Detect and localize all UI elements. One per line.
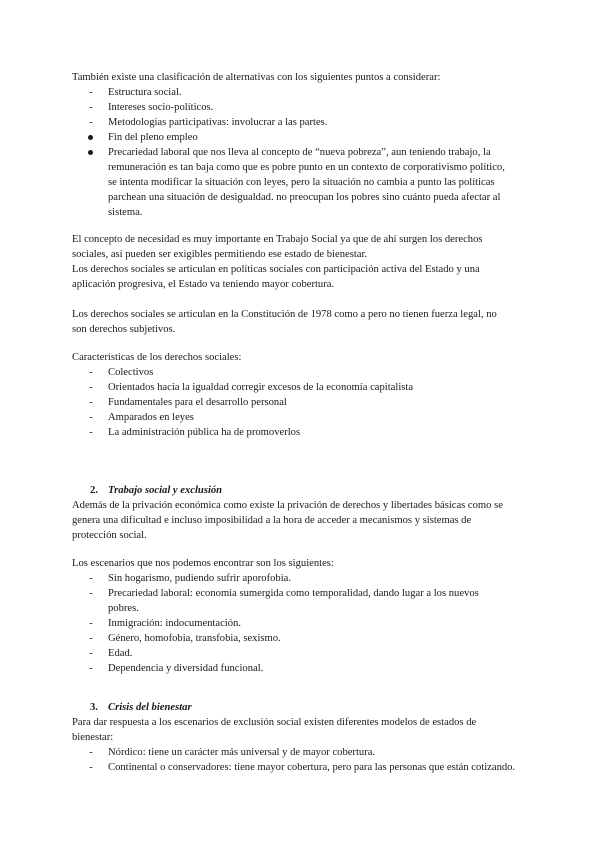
dash-bullet: -	[89, 427, 93, 438]
list-item: Precariedad laboral: economía sumergida como temporalidad, dando lugar a los nuevos	[108, 588, 479, 599]
dash-bullet: -	[89, 382, 93, 393]
dash-bullet: -	[89, 762, 93, 773]
list-item: Estructura social.	[108, 87, 182, 98]
section-heading: Crisis del bienestar	[108, 702, 192, 713]
section-heading: Trabajo social y exclusión	[108, 485, 223, 496]
dash-bullet: -	[89, 747, 93, 758]
dot-bullet	[88, 135, 93, 140]
dash-bullet: -	[89, 87, 93, 98]
dash-bullet: -	[89, 648, 93, 659]
subheading-text: Características de los derechos sociales:	[72, 352, 242, 363]
list-item: Metodologías participativas: involucrar a las partes.	[108, 117, 328, 128]
dash-bullet: -	[89, 633, 93, 644]
dash-bullet: -	[89, 618, 93, 629]
dash-bullet: -	[89, 588, 93, 599]
list-item: Nórdico: tiene un carácter más universal y de mayor cobertura.	[108, 747, 376, 758]
list-item: La administración pública ha de promoverlos	[108, 427, 301, 438]
dash-bullet: -	[89, 102, 93, 113]
list-item: Dependencia y diversidad funcional.	[108, 663, 264, 674]
list-item: Amparados en leyes	[108, 412, 194, 423]
list-item-line: Precariedad laboral que nos lleva al concepto de “nueva pobreza”, aun teniendo trabajo, la	[108, 147, 491, 158]
list-item-line: remuneración es tan baja como que es pobre punto en un contexto de corporativismo político,	[108, 162, 505, 173]
list-item: Intereses socio-políticos.	[108, 102, 214, 113]
list-item: Fin del pleno empleo	[108, 132, 198, 143]
list-item-line: parchean una situación de desigualdad. no preocupan los pobres sino cuánto pueda afectar al	[108, 192, 501, 203]
paragraph-line: genera una dificultad e incluso imposibilidad a la hora de acceder a mecanismos y sistemas de	[72, 515, 472, 526]
list-item: Género, homofobia, transfobia, sexismo.	[108, 633, 281, 644]
list-item-line: sistema.	[108, 207, 143, 218]
paragraph-line: Además de la privación económica como existe la privación de derechos y libertades básicas como se	[72, 500, 503, 511]
paragraph-line: bienestar:	[72, 732, 114, 743]
dot-bullet	[88, 150, 93, 155]
section-number: 2.	[90, 485, 98, 496]
list-item-line: pobres.	[108, 603, 139, 614]
dash-bullet: -	[89, 663, 93, 674]
list-item-line: se intenta modificar la situación con leyes, pero la situación no cambia a punto las políticas	[108, 177, 495, 188]
list-item: Inmigración: indocumentación.	[108, 618, 241, 629]
list-item: Continental o conservadores: tiene mayor cobertura, pero para las personas que están cotizando.	[108, 762, 516, 773]
section-number: 3.	[90, 702, 98, 713]
paragraph-line: El concepto de necesidad es muy importante en Trabajo Social ya que de ahí surgen los derechos	[72, 234, 483, 245]
dash-bullet: -	[89, 412, 93, 423]
dash-bullet: -	[89, 573, 93, 584]
paragraph-line: sociales, así pueden ser exigibles permitiendo ese estado de bienestar.	[72, 249, 368, 260]
subheading-text: Los escenarios que nos podemos encontrar son los siguientes:	[72, 558, 334, 569]
paragraph-line: Para dar respuesta a los escenarios de exclusión social existen diferentes modelos de estados de	[72, 717, 477, 728]
list-item: Fundamentales para el desarrollo personal	[108, 397, 287, 408]
dash-bullet: -	[89, 117, 93, 128]
paragraph-line: Los derechos sociales se articulan en la Constitución de 1978 como a pero no tienen fuerza legal, no	[72, 309, 497, 320]
list-item: Orientados hacia la igualdad corregir excesos de la economía capitalista	[108, 382, 414, 393]
list-item: Sin hogarismo, pudiendo sufrir aporofobia.	[108, 573, 292, 584]
dash-bullet: -	[89, 367, 93, 378]
paragraph-line: son derechos subjetivos.	[72, 324, 176, 335]
dash-bullet: -	[89, 397, 93, 408]
list-item: Colectivos	[108, 367, 154, 378]
list-item: Edad.	[108, 648, 133, 659]
paragraph-line: Los derechos sociales se articulan en políticas sociales con participación activa del Estado y una	[72, 264, 480, 275]
paragraph-line: aplicación progresiva, el Estado va teniendo mayor cobertura.	[72, 279, 335, 290]
intro-text: También existe una clasificación de alternativas con los siguientes puntos a considerar:	[72, 72, 441, 83]
paragraph-line: protección social.	[72, 530, 147, 541]
